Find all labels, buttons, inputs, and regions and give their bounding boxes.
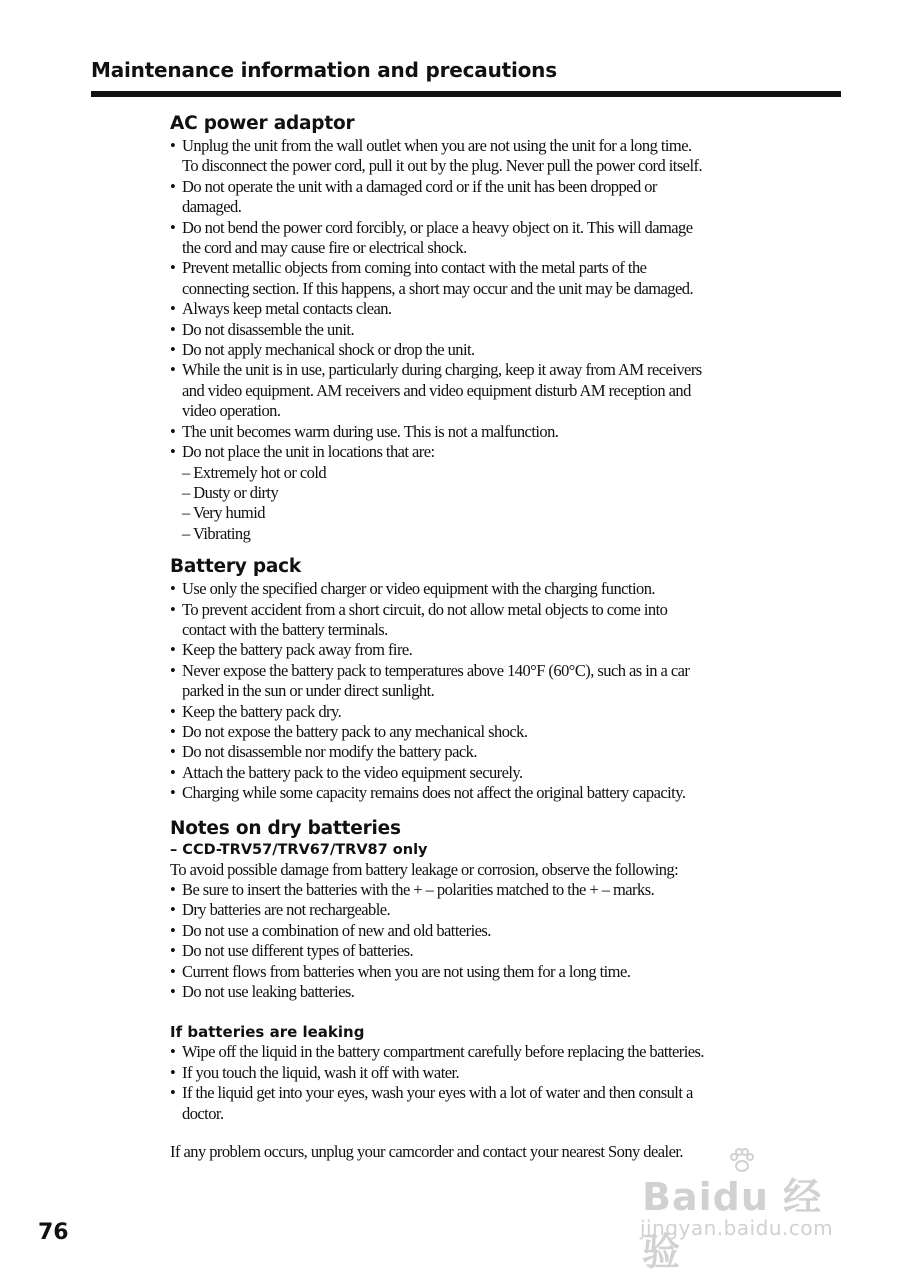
location-item: – Very humid (182, 503, 265, 523)
list-item: • Do not bend the power cord forcibly, or place a heavy object on it. This will damage the cord and may cause fire or electrical shock. (170, 218, 820, 259)
list-item: • Keep the battery pack away from fire. (170, 640, 820, 660)
list-item: • If you touch the liquid, wash it off with water. (170, 1063, 820, 1083)
battery-pack-list (170, 579, 820, 803)
location-item: – Extremely hot or cold (182, 462, 327, 482)
header-rule (91, 91, 841, 97)
dry-batteries-heading: Notes on dry batteries (170, 817, 401, 839)
list-item: • Do not operate the unit with a damaged cord or if the unit has been dropped or damaged. (170, 177, 820, 218)
leaking-list (170, 1042, 820, 1124)
list-item: • Use only the specified charger or video equipment with the charging function. (170, 579, 820, 599)
page-title: Maintenance information and precautions (91, 58, 557, 82)
watermark-logo: Baidu 经验 (642, 1175, 823, 1274)
ac-power-list (170, 136, 820, 463)
list-item: • Do not use different types of batteries. (170, 941, 820, 961)
baidu-watermark (640, 1148, 860, 1274)
list-item: • Attach the battery pack to the video equipment securely. (170, 763, 820, 783)
list-item: • Do not disassemble the unit. (170, 320, 820, 340)
leaking-heading: If batteries are leaking (170, 1023, 365, 1042)
content (170, 111, 820, 1162)
dry-batteries-intro: To avoid possible damage from battery leakage or corrosion, observe the following: (170, 859, 679, 879)
list-item: • Unplug the unit from the wall outlet when you are not using the unit for a long time. To disconnect the power cord, pull it out by the plug. Never pull the power cord itself. (170, 136, 820, 177)
list-item: • Always keep metal contacts clean. (170, 299, 820, 319)
list-item: • Dry batteries are not rechargeable. (170, 900, 820, 920)
list-item: • Prevent metallic objects from coming into contact with the metal parts of the connecting section. If this happens, a short may occur and the unit may be damaged. (170, 258, 820, 299)
list-item: • If the liquid get into your eyes, wash your eyes with a lot of water and then consult a doctor. (170, 1083, 820, 1124)
battery-pack-heading: Battery pack (170, 556, 302, 578)
list-item: • Do not disassemble nor modify the battery pack. (170, 742, 820, 762)
list-item: • The unit becomes warm during use. This is not a malfunction. (170, 422, 820, 442)
list-item: • Charging while some capacity remains does not affect the original battery capacity. (170, 783, 820, 803)
list-item: • Do not expose the battery pack to any mechanical shock. (170, 722, 820, 742)
list-item: • Current flows from batteries when you are not using them for a long time. (170, 962, 820, 982)
list-item: • Be sure to insert the batteries with the + – polarities matched to the + – marks. (170, 880, 820, 900)
location-item: – Dusty or dirty (182, 482, 279, 502)
list-item: • Do not place the unit in locations that are: (170, 442, 820, 462)
list-item: • Do not apply mechanical shock or drop the unit. (170, 340, 820, 360)
dry-batteries-model-note: – CCD-TRV57/TRV67/TRV87 only (170, 841, 428, 858)
page-number: 76 (38, 1220, 69, 1245)
list-item: • Keep the battery pack dry. (170, 702, 820, 722)
list-item: • Never expose the battery pack to temperatures above 140°F (60°C), such as in a car parked in the sun or under direct sunlight. (170, 661, 820, 702)
location-item: – Vibrating (182, 523, 251, 543)
closing-note: If any problem occurs, unplug your camcorder and contact your nearest Sony dealer. (170, 1142, 683, 1162)
list-item: • While the unit is in use, particularly during charging, keep it away from AM receivers and video equipment. AM receivers and video equipment disturb AM reception and video operation. (170, 360, 820, 421)
ac-power-heading: AC power adaptor (170, 113, 355, 134)
list-item: • Wipe off the liquid in the battery compartment carefully before replacing the batteries. (170, 1042, 820, 1062)
dry-batteries-list (170, 880, 820, 1002)
watermark-site: jingyan.baidu.com (640, 1216, 834, 1240)
list-item: • Do not use leaking batteries. (170, 982, 820, 1002)
list-item: • Do not use a combination of new and old batteries. (170, 921, 820, 941)
list-item: • To prevent accident from a short circuit, do not allow metal objects to come into contact with the battery terminals. (170, 600, 820, 641)
